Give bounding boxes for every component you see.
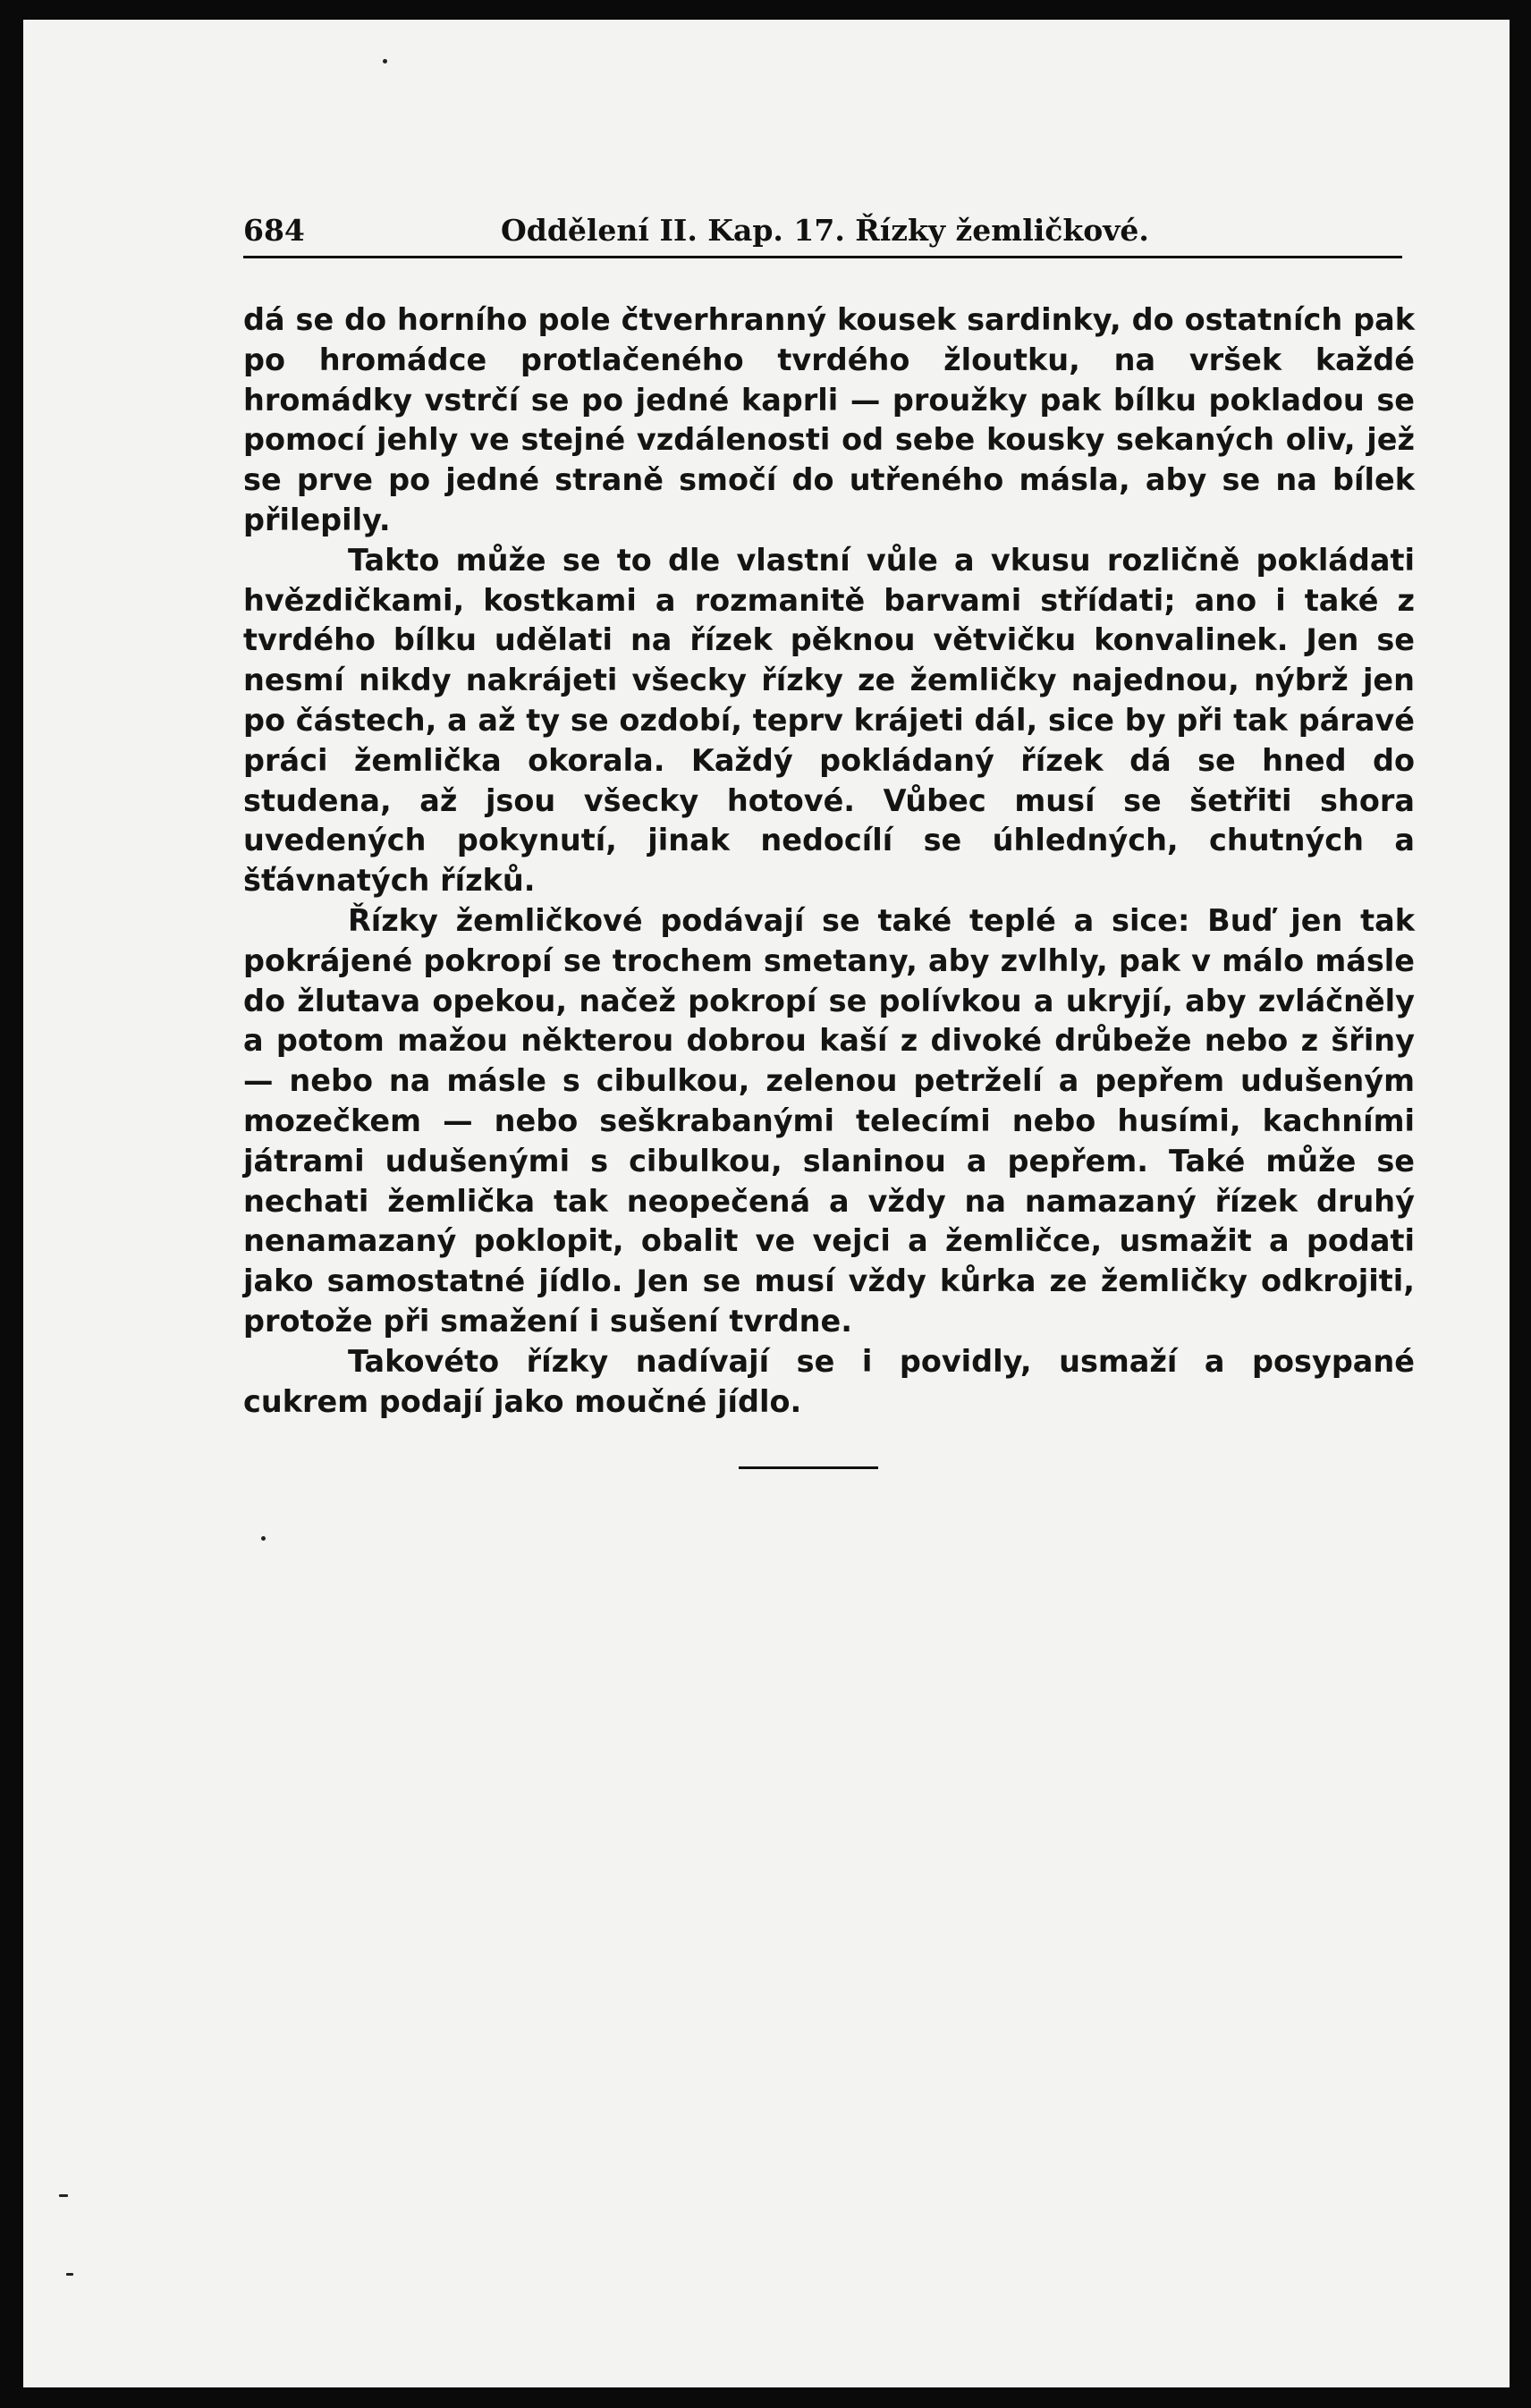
section-end-rule [739,1466,878,1469]
paper-speck [261,1536,266,1541]
page-number: 684 [243,213,305,248]
paragraph: Takto může se to dle vlastní vůle a vkusu rozličně pokládati hvězdičkami, kostkami a rozmanitě barvami střídati; ano i také z tvrdého bílku udělati na řízek pěknou větvičku konvalinek. Jen se nesmí nikdy nakrájeti všecky řízky ze žemličky najednou, nýbrž jen po částech, a až ty se ozdobí, teprv krájeti dál, sice by při tak páravé práci žemlička okorala. Každý pokládaný řízek dá se hned do studena, až jsou všecky hotové. Vůbec musí se šetřiti shora uvedených pokynutí, jinak nedocílí se úhledných, chutných a šťávnatých řízků. [243,542,1415,899]
paragraph-continuation: dá se do horního pole čtverhranný kousek sardinky, do ostatních pak po hromádce protlačeného tvrdého žloutku, na vršek každé hromádky vstrčí se po jedné kaprli — proužky pak bílku pokladou se pomocí jehly ve stejné vzdálenosti od sebe kousky sekaných oliv, jež se prve po jedné straně smočí do utřeného másla, aby se na bílek přilepily. [243,302,1415,537]
paragraph: Řízky žemličkové podávají se také teplé a sice: Buď jen tak pokrájené pokropí se trochem smetany, aby zvlhly, pak v málo másle do žlutava opekou, načež pokropí se polívkou a ukryjí, aby zvláčněly a potom mažou některou dobrou kaší z divoké drůbeže nebo z šřiny — nebo na másle s cibulkou, zelenou petrželí a pepřem udušeným mozečkem — nebo seškrabanými telecími nebo husími, kachními játrami udušenými s cibulkou, slaninou a pepřem. Také může se nechati žemlička tak neopečená a vždy na namazaný řízek druhý nenamazaný poklopit, obalit ve vejci a žemličce, usmažit a podati jako samostatné jídlo. Jen se musí vždy kůrka ze žemličky odkrojiti, protože při smažení i sušení tvrdne. [243,902,1415,1339]
paragraph: Takovéto řízky nadívají se i povidly, usmaží a posypané cukrem podají jako moučné jídlo. [243,1343,1415,1419]
running-head: Oddělení II. Kap. 17. Řízky žemličkové. [501,213,1149,248]
body-text [243,300,1415,1422]
paper-speck [383,59,387,63]
page-header [243,213,1415,258]
paper-speck [66,2273,73,2276]
paper-speck [59,2194,68,2197]
header-rule [243,256,1402,258]
